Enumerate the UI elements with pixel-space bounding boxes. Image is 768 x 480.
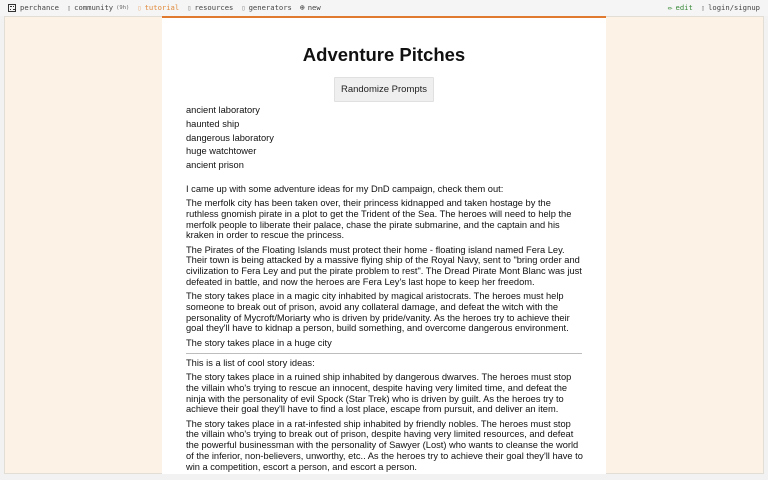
pencil-icon: ✏ [667,3,673,12]
user-icon: ▯ [700,3,706,12]
pitch-paragraph: The Pirates of the Floating Islands must protect their home - floating island named Fera Ley. Their town is being attacked by a massive flying ship of the Royal Navy, sent to "bring order and civilization to Fera Ley and put the pirate problem to rest". The Dread Pirate Mont Blanc was just defeated in battle, and now the heroes are Fera Ley's last hope to keep her freedom. [186,244,582,287]
nav-label: community [74,3,114,12]
top-nav-right [668,3,760,12]
section-intro: I came up with some adventure ideas for my DnD campaign, check them out: [186,184,504,194]
nav-label: resources [194,3,234,12]
section-divider [186,353,582,354]
nav-generators[interactable] [241,3,292,12]
nav-resources[interactable] [187,3,233,12]
pitch-paragraph: The story takes place in a magic city inhabited by magical aristocrats. The heroes must help someone to break out of prison, avoid any collateral damage, and defeat the witch with the personality of Mycroft/Moriarty who is driven by pride/vanity. As the heroes try to achieve their goal they'll have to kidnap a person, build something, and overcome dangerous environment. [186,291,570,334]
nav-label: edit [675,3,693,12]
tutorial-icon: ▯ [137,3,142,12]
section-intro: This is a list of cool story ideas: [186,358,315,368]
pitch-paragraph: The story takes place in a ruined ship inhabited by dangerous dwarves. The heroes must stop the villain who's trying to rescue an innocent, despite having very limited time, and defeat the ninja with the personality of evil Spock (Star Trek) who is driven by guilt. As the heroes try to achieve their goal they'll have to find a lost place, escape from pursuit, and deliver an item. [186,372,572,415]
nav-edit[interactable] [668,3,693,12]
community-badge: (9h) [116,4,130,11]
nav-label: new [307,3,321,12]
nav-new[interactable] [300,3,321,12]
place-item: dangerous laboratory [186,132,274,143]
place-item: huge watchtower [186,146,257,157]
nav-label: generators [248,3,292,12]
resources-icon: ▯ [187,3,192,12]
places-list [186,104,274,173]
top-nav-bar [0,0,768,16]
pitch-paragraph: The story takes place in a huge city [186,337,332,348]
nav-tutorial[interactable] [137,3,179,12]
place-item: ancient laboratory [186,105,260,115]
nav-label: tutorial [144,3,180,12]
nav-perchance[interactable] [8,3,59,12]
nav-label: perchance [20,3,59,12]
adventure-ideas-section [186,184,584,352]
place-item: haunted ship [186,118,240,129]
nav-label: login/signup [708,3,760,12]
page-title: Adventure Pitches [302,44,466,65]
plus-circle-icon: ⊕ [299,3,305,12]
top-nav-left [8,3,329,12]
nav-community[interactable] [67,3,129,12]
pitch-paragraph: The story takes place in a rat-infested ship inhabited by friendly nobles. The heroes must stop the villain who's trying to break out of prison, despite having very limited resources, and defeat the powerful businessman with the personality of Sawyer (Lost) who wants to cleanse the world of the inferior, non-believers, unworthy, etc.. As the heroes try to achieve their goal they'll have to win a competition, escort a person, and escort a person. [186,418,583,472]
place-item: ancient prison [186,160,244,171]
nav-login[interactable] [701,3,760,12]
story-ideas-section [186,358,584,474]
generator-page [162,18,606,474]
randomize-button[interactable]: Randomize Prompts [334,77,434,102]
generators-icon: ▯ [241,3,246,12]
pitch-paragraph: The merfolk city has been taken over, their princess kidnapped and taken hostage by the ruthless gnomish pirate in a plot to get the Trident of the Sea. The heroes will need to help the merfolk people to liberate their palace, chase the pirate submarine, and the captain and his kraken in order to rescue the princess. [186,198,572,241]
dice-icon [8,4,16,12]
community-icon: ▯ [66,3,72,12]
